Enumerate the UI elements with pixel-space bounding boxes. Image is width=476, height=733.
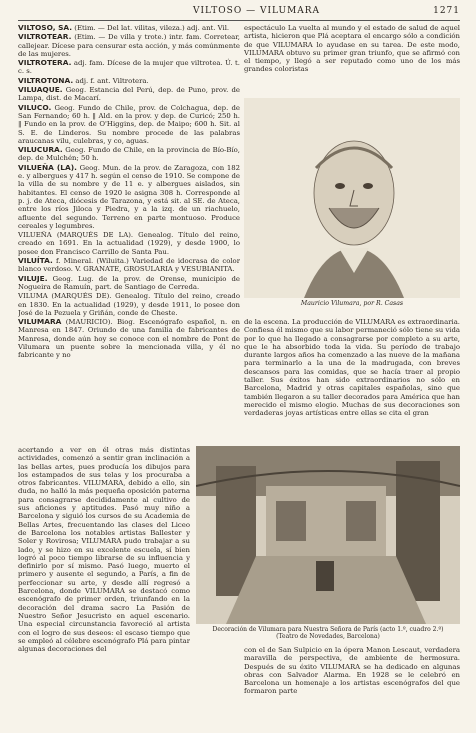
entry-body: Geog. Estancia del Perú, dep. de Puno, prov. de Lampa, dist. de Macarí. (18, 86, 240, 103)
entry-body: f. Mineral. (Wiluita.) Variedad de idocrasa de color blanco verdoso. V. GRANATE, GROSULARIA y VESUBIANITA. (18, 257, 240, 274)
entry-headword: VILTROTONA. (18, 75, 74, 85)
dictionary-entry (18, 318, 240, 359)
dictionary-entry (18, 59, 240, 76)
entry-body: Geog. Fundo de Chile, en la provincia de Bío-Bío, dep. de Mulchén; 50 h. (18, 146, 240, 163)
entry-body: VILUMA (MARQUÉS DE). Genealog. Título del reino, creado en 1830. En la actualidad (1929), y desde 1911, lo posee don José de la Pezuela y Griñán, conde de Cheste. (18, 292, 240, 317)
entry-headword: VILUÍTA. (18, 256, 53, 266)
entry-body: Geog. Lug. de la prov. de Orense, municipio de Nogueira de Ramuín, part. de Santiago de Cerreda. (18, 274, 240, 291)
entry-body: (Etim. — Del lat. vilitas, vileza.) adj. ant. Vil. (74, 24, 230, 32)
entry-headword: VILUJE. (18, 273, 48, 283)
header-rule (18, 20, 460, 21)
portrait-illustration (244, 98, 460, 298)
entry-headword: VILUCURA. (18, 145, 63, 155)
left-column (18, 24, 240, 444)
entry-body: Geog. Mun. de la prov. de Zaragoza, con 182 e. y albergues y 417 h. según el censo de 1910. Se compone de la villa de su nombre y de 11 e. y albergues aislados, sin habitantes. El censo de 1920 le asigna 308 h. Corresponde al p. j. de Ateca, diócesis de Tarazona, y está sit. al SE. de Ateca, entre los ríos Jiloca y Piedra, y a la izq. de un riachuelo, afluente del segundo. Terreno en parte montuoso. Produce cereales y legumbres. (18, 163, 240, 230)
right-bottom-paragraph: con el de San Sulpicio en la ópera Manon Lescaut, verdadera maravilla de perspectiva, de ambiente de hermosura. Después de su éxito VILUMARA se ha dedicado en algunas obras con Salvador Alarma. En 1928 se le celebró en Barcelona un homenaje a los artistas escenógrafos del que formaron parte (244, 646, 460, 696)
stage-caption-line2: (Teatro de Novedades, Barcelona) (276, 633, 380, 640)
dictionary-entry (18, 164, 240, 230)
entry-body: adj. fam. Dícese de la mujer que viltrotea. Ú. t. c. s. (18, 59, 240, 76)
entry-body: (Etim. — De villa y trote.) intr. fam. Corretear, callejear. Dícese para censurar esta acción, y más comúnmente de las mujeres. (18, 33, 240, 58)
running-title: VILTOSO — VILUMARA (193, 6, 321, 16)
entry-headword: VILUEÑA (LA). (18, 162, 77, 172)
dictionary-entry (18, 275, 240, 292)
right-mid-paragraph: de la escena. La producción de VILUMARA es extraordinaria. Confiesa él mismo que su labor permaneció sólo tiene su vida por lo que ha llegado a consagrarse por completo a su arte, que le ha absorbido toda la vida. Su período de trabajo durante largos años ha comenzado a las nueve de la mañana para terminarlo a la una de la madrugada, con breves descansos para las comidas, que se hacía traer al propio taller. Sus éxitos han sido extraordinarios no sólo en Barcelona, Madrid y otras capitales españolas, sino que también llegaron a su taller decorados para América que han merecido el mismo elogio. Muchas de sus decoraciones son verdaderas joyas artísticas entre ellas se cita el gran (244, 318, 460, 418)
entry-body: VILUEÑA (MARQUÉS DE LA). Genealog. Título del reino, creado en 1691. En la actualidad (1929), y desde 1900, lo posee don Francisco Carrillo de Santa Pau. (18, 231, 240, 256)
stage-caption-line1: Decoración de Vilumara para Nuestra Señora de París (acto 1.º, cuadro 2.º) (212, 626, 444, 633)
right-column-top (244, 24, 460, 96)
entry-headword: VILUMARA (18, 317, 62, 327)
page-number: 1271 (433, 6, 460, 16)
entry-headword: VILUAQUE. (18, 85, 63, 95)
page-header (18, 6, 460, 20)
dictionary-entry (18, 231, 240, 256)
portrait-caption: Mauricio Vilumara, por R. Casas (300, 300, 404, 307)
dictionary-entry (18, 257, 240, 274)
dictionary-entry (18, 292, 240, 317)
dictionary-entry (18, 24, 240, 32)
dictionary-entry (18, 77, 240, 85)
entry-body: Geog. Fundo de Chile, prov. de Colchagua, dep. de San Fernando; 60 h. ‖ Ald. en la prov. y dep. de Curicó; 250 h. ‖ Fundo en la prov. de O'Higgins, dep. de Maipo; 600 h. Sit. al S. E. de Linderos. Su nombre procede de las palabras araucanas vilu, culebras, y co, aguas. (18, 103, 240, 145)
left-bottom-paragraph: acertando a ver en él otras más distintas actividades, comenzó a sentir gran inclinación a las bellas artes, pues producía los dibujos para los estampados de sus telas y los procuraba a otros fabricantes. VILUMARA, debido a ello, sin duda, no halló la más pequeña oposición paterna para consagrarse decididamente al cultivo de sus aficiones y aptitudes. Pasó muy niño a Barcelona y siguió los cursos de su Academia de Bellas Artes, frecuentando las clases del Liceo de Barcelona los notables artistas Ballester y Soler y Rovirosa; VILUMARA pudo trabajar a su lado, y se hizo en su excelente escuela, sí bien logró al poco tiempo librarse de su influencia y definirlo por sí mismo. Pasó luego, muerto el primero y ausente el segundo, a París, a fin de perfeccionar su arte, y desde allí regresó a Barcelona, donde VILUMARA se destacó como escenógrafo de primer orden, triunfando en la decoración del drama sacro La Pasión de Nuestro Señor Jesucristo en aquel escenario. Una especial circunstancia favoreció al artista con el logro de sus deseos: el escaso tiempo que se empleó al célebre escenógrafo Plá para pintar algunas decoraciones del (18, 446, 190, 654)
entry-body: (MAURICIO). Biog. Escenógrafo español, n. en Manresa en 1847. Oriundo de una familia de fabricantes de Manresa, donde aún hoy se conoce con el nombre de Pont de Vilumara un puente sobre la mencionada villa, y él no fabricante y no (18, 318, 240, 360)
entry-headword: VILUCO. (18, 102, 52, 112)
entry-body: adj. f. ant. Viltrotera. (75, 76, 149, 85)
stage-design-illustration (196, 446, 460, 624)
dictionary-entry (18, 86, 240, 103)
dictionary-entry (18, 33, 240, 58)
entry-headword: VILTROTERA. (18, 58, 72, 68)
dictionary-entry (18, 146, 240, 163)
stage-caption (196, 626, 460, 640)
entry-headword: VILTOSO, SA. (18, 24, 73, 32)
dictionary-entry (18, 104, 240, 145)
right-top-paragraph: espectáculo La vuelta al mundo y el estado de salud de aquel artista, hicieron que Plá aceptara el encargo sólo a condición de que VILUMARA lo ayudase en su tarea. De este modo, VILUMARA obtuvo su primer gran triunfo, que se afirmó con el tiempo, y llegó a ser reputado como uno de los más grandes coloristas (244, 24, 460, 74)
entry-headword: VILTROTEAR. (18, 32, 72, 42)
